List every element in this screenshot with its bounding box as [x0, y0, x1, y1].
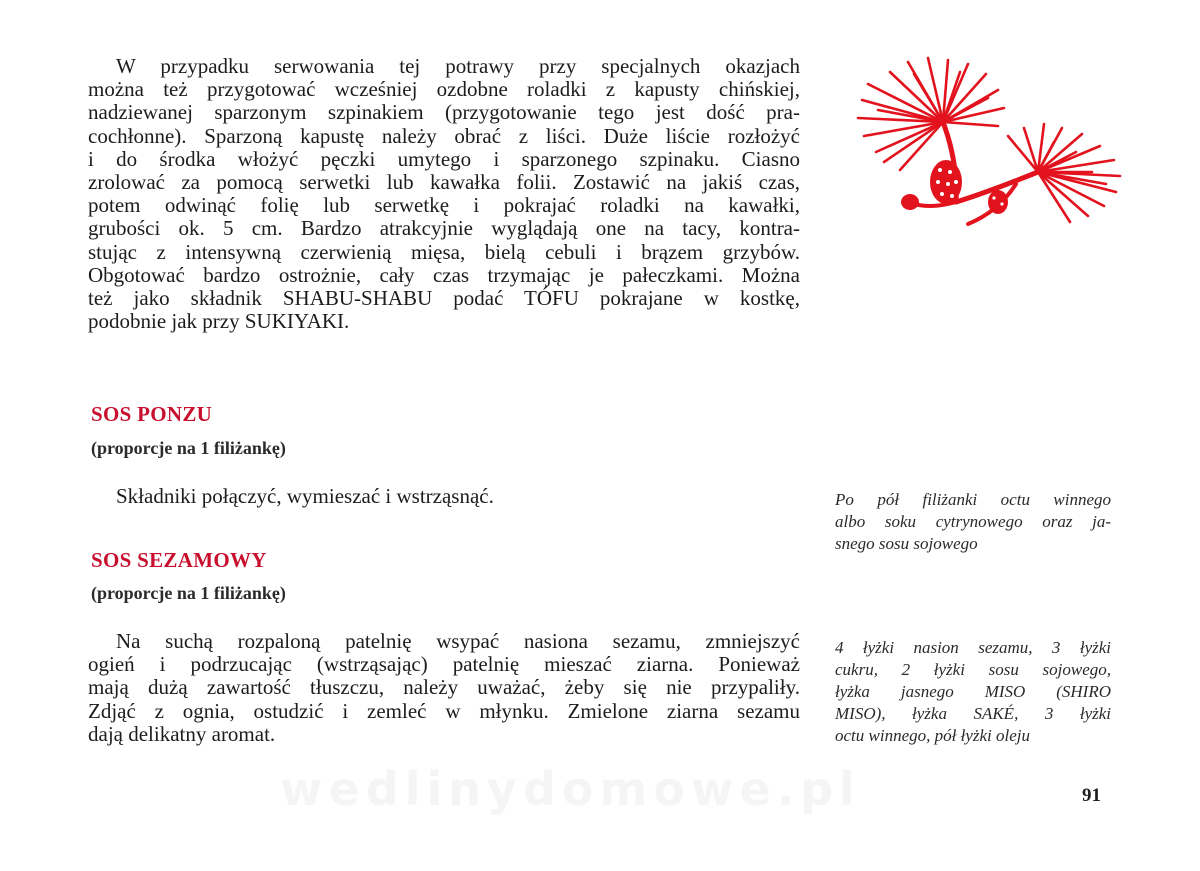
section-subtitle-ponzu: (proporcje na 1 filiżankę)	[91, 438, 286, 458]
sezamowy-instructions	[88, 630, 800, 746]
ponzu-instructions	[88, 485, 800, 508]
ponzu-note-line: albo soku cytrynowego oraz ja-	[835, 512, 1111, 531]
sezamowy-note-line: cukru, 2 łyżki sosu sojowego,	[835, 660, 1111, 679]
intro-line: i do środka włożyć pęczki umytego i sparzonego szpinaku. Ciasno	[88, 146, 800, 171]
ponzu-note-line: snego sosu sojowego	[835, 534, 978, 553]
sezamowy-line: Zdjąć z ognia, ostudzić i zemleć w młynku. Zmielone ziarna sezamu	[88, 698, 800, 723]
section-title-sezamowy: SOS SEZAMOWY	[91, 548, 267, 572]
sezamowy-note-line: MISO), łyżka SAKÉ, 3 łyżki	[835, 704, 1111, 723]
intro-line: nadziewanej sparzonym szpinakiem (przygotowanie tego jest dość pra-	[88, 100, 800, 125]
page-number: 91	[1082, 785, 1101, 806]
watermark: wedlinydomowe.pl	[280, 762, 861, 816]
sezamowy-line: mają dużą zawartość tłuszczu, należy uważać, żeby się nie przypaliły.	[88, 675, 800, 700]
intro-line: podobnie jak przy SUKIYAKI.	[88, 309, 350, 334]
sezamowy-note-line: octu winnego, pół łyżki oleju	[835, 726, 1030, 745]
sezamowy-line: Na suchą rozpaloną patelnię wsypać nasiona sezamu, zmniejszyć	[116, 629, 800, 653]
intro-line: potem odwinąć folię lub serwetkę i pokrajać roladki na kawałki,	[88, 193, 800, 218]
sezamowy-note-line: 4 łyżki nasion sezamu, 3 łyżki	[835, 638, 1111, 657]
pine-branch-icon	[848, 52, 1132, 234]
sezamowy-line: ogień i podrzucając (wstrząsając) patelnię mieszać ziarna. Ponieważ	[88, 652, 800, 677]
ponzu-note-line: Po pół filiżanki octu winnego	[835, 490, 1111, 509]
intro-line: stując z intensywną czerwienią mięsa, bielą cebuli i brązem grzybów.	[88, 239, 800, 264]
sezamowy-ingredients-note	[835, 637, 1111, 747]
intro-line: zrolować za pomocą serwetki lub kawałka folii. Zostawić na jakiś czas,	[88, 170, 800, 195]
section-title-ponzu: SOS PONZU	[91, 402, 213, 426]
intro-line: cochłonne). Sparzoną kapustę należy obrać z liści. Duże liście rozłożyć	[88, 123, 800, 148]
intro-line: też jako składnik SHABU-SHABU podać TÓFU pokrajane w kostkę,	[88, 286, 800, 311]
intro-line: grubości ok. 5 cm. Bardzo atrakcyjnie wyglądają one na tacy, kontra-	[88, 216, 800, 241]
ponzu-ingredients-note	[835, 489, 1111, 555]
intro-line: W przypadku serwowania tej potrawy przy specjalnych okazjach	[116, 54, 800, 78]
intro-paragraph	[88, 55, 800, 333]
ponzu-instructions-line: Składniki połączyć, wymieszać i wstrząsnąć.	[116, 484, 494, 508]
section-subtitle-sezamowy: (proporcje na 1 filiżankę)	[91, 583, 286, 603]
sezamowy-line: dają delikatny aromat.	[88, 721, 276, 746]
sezamowy-note-line: łyżka jasnego MISO (SHIRO	[835, 682, 1111, 701]
intro-line: można też przygotować wcześniej ozdobne roladki z kapusty chińskiej,	[88, 77, 800, 102]
intro-line: Obgotować bardzo ostrożnie, cały czas trzymając je pałeczkami. Można	[88, 262, 800, 287]
